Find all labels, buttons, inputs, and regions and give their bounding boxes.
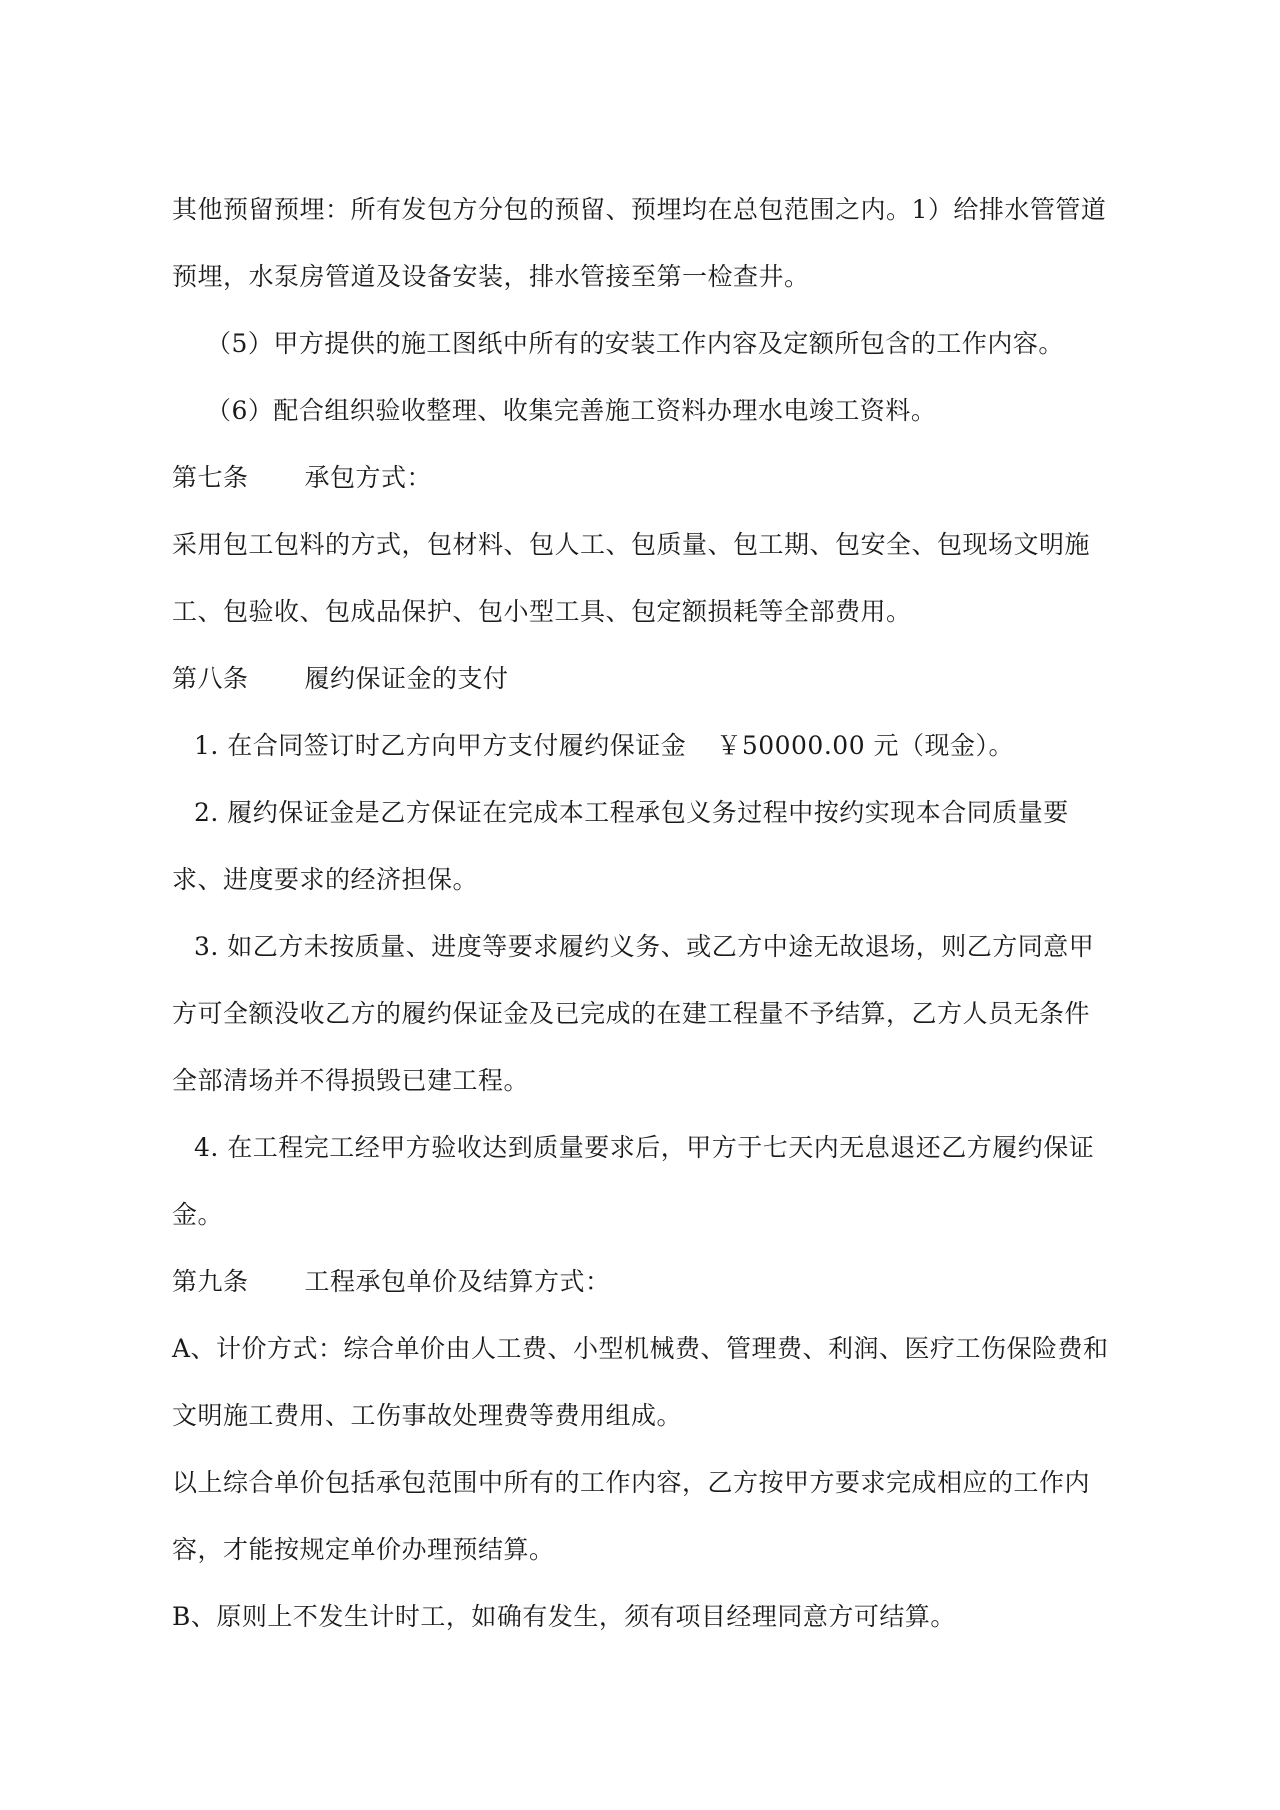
- paragraph-line: 金。: [172, 1200, 224, 1229]
- paragraph-line: 采用包工包料的方式，包材料、包人工、包质量、包工期、包安全、包现场文明施: [172, 530, 1091, 559]
- list-item-6: （6）配合组织验收整理、收集完善施工资料办理水电竣工资料。: [206, 396, 937, 425]
- article-7-heading: [172, 444, 1132, 511]
- deposit-clause-3: 3. 如乙方未按质量、进度等要求履约义务、或乙方中途无故退场，则乙方同意甲: [194, 932, 1095, 961]
- deposit-clause-4: 4. 在工程完工经甲方验收达到质量要求后，甲方于七天内无息退还乙方履约保证: [194, 1133, 1095, 1162]
- paragraph-line: 预埋，水泵房管道及设备安装，排水管接至第一检查井。: [172, 262, 810, 291]
- list-item-5: （5）甲方提供的施工图纸中所有的安装工作内容及定额所包含的工作内容。: [206, 329, 1064, 358]
- paragraph-line: 方可全额没收乙方的履约保证金及已完成的在建工程量不予结算，乙方人员无条件: [172, 999, 1091, 1028]
- document-body: [172, 176, 1132, 1650]
- paragraph-line: 求、进度要求的经济担保。: [172, 865, 479, 894]
- paragraph-line: 工、包验收、包成品保护、包小型工具、包定额损耗等全部费用。: [172, 597, 912, 626]
- deposit-clause-1: [172, 712, 1132, 779]
- deposit-clause-2: 2. 履约保证金是乙方保证在完成本工程承包义务过程中按约实现本合同质量要: [194, 798, 1069, 827]
- pricing-clause-a: A、计价方式：综合单价由人工费、小型机械费、管理费、利润、医疗工伤保险费和: [172, 1334, 1109, 1363]
- deposit-amount: ￥50000.00 元（现金）。: [716, 731, 1015, 760]
- article-7-number: 第七条: [172, 463, 249, 492]
- paragraph-line: 其他预留预埋：所有发包方分包的预留、预埋均在总包范围之内。1）给排水管管道: [172, 195, 1107, 224]
- article-8-title: 履约保证金的支付: [304, 664, 509, 693]
- article-8-number: 第八条: [172, 664, 249, 693]
- article-8-heading: [172, 645, 1132, 712]
- paragraph-line: 容，才能按规定单价办理预结算。: [172, 1535, 555, 1564]
- article-9-heading: [172, 1248, 1132, 1315]
- paragraph-line: 文明施工费用、工伤事故处理费等费用组成。: [172, 1401, 683, 1430]
- pricing-clause-b: B、原则上不发生计时工，如确有发生，须有项目经理同意方可结算。: [172, 1602, 956, 1631]
- paragraph-line: 以上综合单价包括承包范围中所有的工作内容，乙方按甲方要求完成相应的工作内: [172, 1468, 1091, 1497]
- article-9-title: 工程承包单价及结算方式：: [304, 1267, 611, 1296]
- article-9-number: 第九条: [172, 1267, 249, 1296]
- paragraph-line: 全部清场并不得损毁已建工程。: [172, 1066, 530, 1095]
- deposit-clause-1-text: 1. 在合同签订时乙方向甲方支付履约保证金: [194, 731, 687, 760]
- article-7-title: 承包方式：: [304, 463, 433, 492]
